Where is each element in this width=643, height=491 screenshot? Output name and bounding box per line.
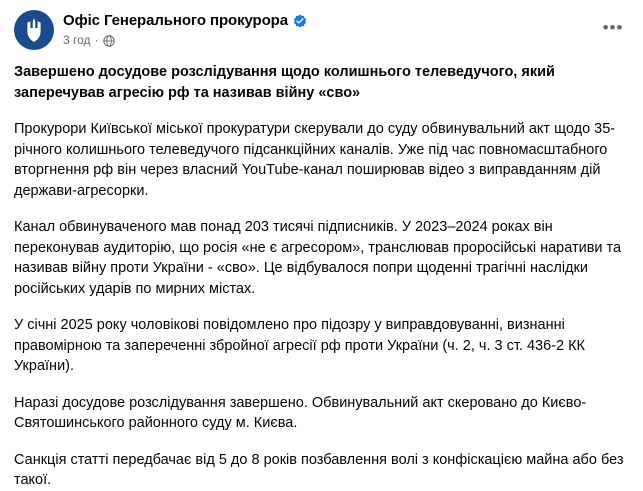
avatar[interactable] [14, 10, 54, 50]
post-paragraph-lead: Завершено досудове розслідування щодо колишнього телеведучого, який заперечував агресію рф та називав війну «сво» [14, 64, 555, 101]
meta-separator: · [94, 33, 99, 47]
page-name-row [63, 11, 307, 30]
post-paragraph-3: У січні 2025 року чоловікові повідомлено про підозру у виправдовуванні, визнанні правомірною та запереченні збройної агресії рф проти України (ч. 2, ч. 3 ст. 436-2 КК України). [14, 317, 585, 374]
post-body [14, 56, 629, 491]
page-title[interactable]: Офіс Генерального прокурора [63, 12, 288, 29]
post-options-button[interactable]: ••• [602, 18, 624, 37]
post-paragraph-1: Прокурори Київської міської прокуратури скерували до суду обвинувальний акт щодо 35-річного колишнього телеведучого підсанкційних каналів. Уже під час повномасштабного вторгнення рф він через власний YouTube-канал поширював відео з виправданням дій держави-агресорки. [14, 121, 616, 199]
post-paragraph-4: Наразі досудове розслідування завершено. Обвинувальний акт скеровано до Києво-Святошинського районного суду м. Києва. [14, 394, 587, 431]
post-paragraph-5: Санкція статті передбачає від 5 до 8 років позбавлення волі з конфіскацією майна або без такої. [14, 451, 624, 488]
post-paragraph-2: Канал обвинуваченого мав понад 203 тисячі підписників. У 2023–2024 роках він переконував аудиторію, що росія «не є агресором», транслював проросійські наративи та називав війну проти України - «сво». Це відбувалося попри щоденні трагічні наслідки російських ударів по мирних містах. [14, 219, 622, 297]
header-text [63, 10, 307, 47]
post-meta [63, 33, 307, 47]
post-timestamp[interactable]: 3 год [63, 33, 91, 47]
tryzub-emblem-icon [25, 18, 43, 42]
verified-badge-icon [293, 14, 307, 28]
post-header [14, 10, 629, 56]
globe-icon[interactable] [103, 34, 115, 46]
